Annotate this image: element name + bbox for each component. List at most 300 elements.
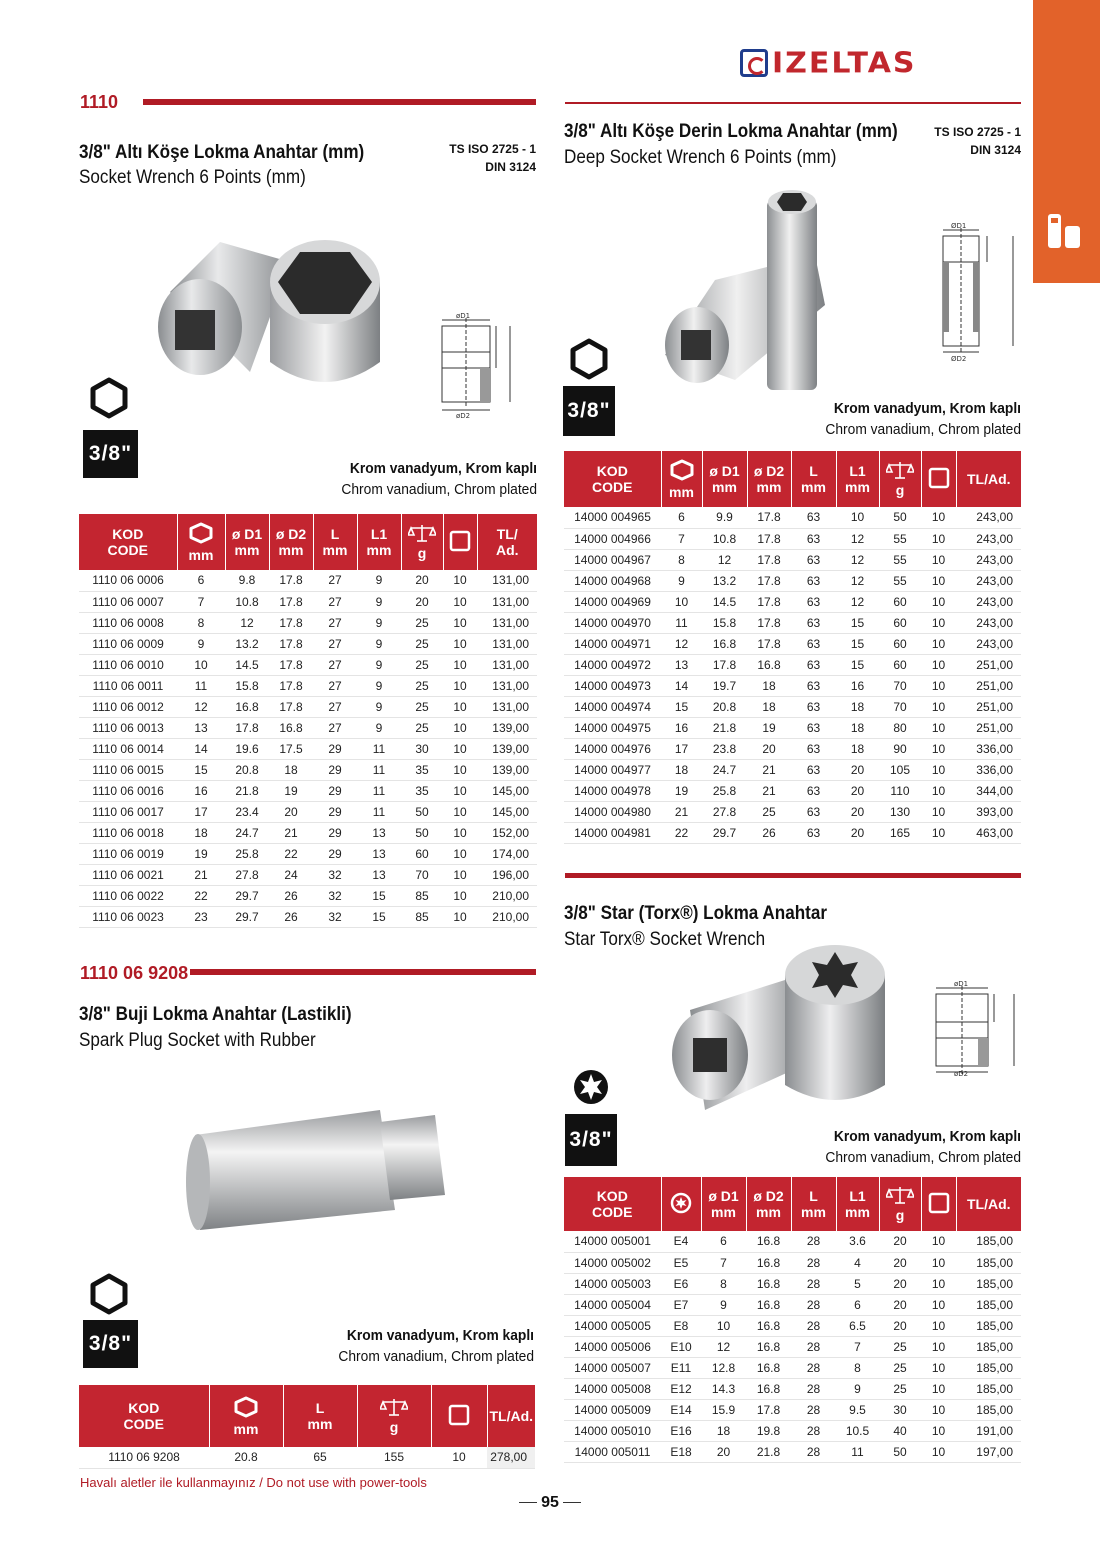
table-cell: 16.8 (746, 1294, 791, 1315)
section-title-tr: 3/8" Altı Köşe Derin Lokma Anahtar (mm) (564, 121, 898, 142)
table-cell: 9 (177, 633, 225, 654)
table-cell: 17.8 (747, 549, 791, 570)
table-cell: 463,00 (956, 822, 1021, 843)
table-cell: 24.7 (225, 822, 269, 843)
table-cell: 17.8 (269, 570, 313, 591)
table-cell: 10 (921, 1441, 956, 1462)
table-cell: 12 (836, 570, 879, 591)
table-header-cell (956, 1177, 1021, 1231)
table-cell: 197,00 (956, 1441, 1021, 1462)
table-cell: 14000 004975 (564, 717, 661, 738)
table-cell: 35 (401, 759, 443, 780)
table-cell: 10 (921, 1378, 956, 1399)
table-cell: 18 (177, 822, 225, 843)
table-cell: 9.9 (702, 507, 747, 528)
table-cell: 393,00 (956, 801, 1021, 822)
svg-text:øD1: øD1 (954, 980, 969, 988)
table-cell: 131,00 (477, 591, 537, 612)
col-header-weight: g (402, 524, 443, 561)
table-cell: 50 (401, 822, 443, 843)
table-row (564, 1420, 1021, 1441)
table-cell: 25 (401, 612, 443, 633)
material-note (799, 1126, 1021, 1168)
table-cell: 145,00 (477, 801, 537, 822)
material-en: Chrom vanadium, Chrom plated (825, 1149, 1021, 1166)
table-cell: 63 (791, 780, 836, 801)
material-en: Chrom vanadium, Chrom plated (825, 421, 1021, 438)
table-cell: 10 (921, 1336, 956, 1357)
table-cell: 11 (357, 759, 401, 780)
table-cell: 14.5 (702, 591, 747, 612)
table-cell: 9 (357, 654, 401, 675)
table-cell: 14000 004976 (564, 738, 661, 759)
table-cell: 15 (836, 654, 879, 675)
table-cell: 14000 005008 (564, 1378, 661, 1399)
table-row (79, 780, 537, 801)
table-cell: 14000 005007 (564, 1357, 661, 1378)
table-cell: 185,00 (956, 1378, 1021, 1399)
table-cell: 10 (921, 570, 956, 591)
torx-icon (669, 1191, 693, 1215)
table-cell: 10 (921, 1357, 956, 1378)
table-cell: E10 (661, 1336, 701, 1357)
table-cell: E6 (661, 1273, 701, 1294)
table-cell: 6 (701, 1231, 746, 1252)
table-cell: 131,00 (477, 675, 537, 696)
table-cell: 14000 004978 (564, 780, 661, 801)
table-cell: 25 (401, 654, 443, 675)
col-header-quantity (922, 467, 956, 492)
table-cell: 10 (443, 801, 477, 822)
table-cell: 25 (879, 1336, 921, 1357)
col-header: ø D1 mm (708, 1188, 739, 1220)
col-header: ø D2 mm (753, 463, 785, 495)
table-cell: 30 (401, 738, 443, 759)
table-cell: 1110 06 0013 (79, 717, 177, 738)
table-cell: 27 (313, 675, 357, 696)
table-cell: 14000 005003 (564, 1273, 661, 1294)
table-cell: E12 (661, 1378, 701, 1399)
table-row (564, 612, 1021, 633)
table-cell: 19 (661, 780, 702, 801)
table-cell: 185,00 (956, 1252, 1021, 1273)
table-cell: 1110 06 0017 (79, 801, 177, 822)
section-title-tr: 3/8" Altı Köşe Lokma Anahtar (mm) (79, 142, 365, 163)
table-cell: 155 (357, 1447, 431, 1468)
table-cell: 10 (921, 1231, 956, 1252)
section-divider (143, 99, 536, 105)
table-cell: 10 (443, 885, 477, 906)
table-cell: 70 (879, 675, 921, 696)
table-cell: 15.8 (225, 675, 269, 696)
table-row (564, 696, 1021, 717)
table-cell: 16.8 (747, 654, 791, 675)
table-cell: 10 (921, 759, 956, 780)
table-header-cell (921, 1177, 956, 1231)
weight-scale-icon (380, 1398, 408, 1416)
table-cell: 32 (313, 864, 357, 885)
table-cell: 63 (791, 549, 836, 570)
table-row (564, 759, 1021, 780)
table-cell: 29.7 (225, 885, 269, 906)
table-cell: 12 (177, 696, 225, 717)
table-cell: 25 (879, 1378, 921, 1399)
table-cell: 18 (836, 738, 879, 759)
table-cell: 10 (443, 717, 477, 738)
weight-scale-icon (886, 461, 914, 479)
socket-category-icon (1045, 210, 1085, 252)
col-header-size: mm (662, 459, 702, 500)
section-code: 1110 (80, 92, 119, 112)
table-cell: 13 (177, 717, 225, 738)
table-cell: 25 (401, 675, 443, 696)
table-header-cell (791, 1177, 836, 1231)
table-cell: 17 (661, 738, 702, 759)
weight-scale-icon (408, 524, 436, 542)
table-cell: 10 (443, 591, 477, 612)
table-cell: 10 (431, 1447, 487, 1468)
table-cell: 23.8 (702, 738, 747, 759)
col-header-torx (662, 1191, 701, 1218)
table-cell: 243,00 (956, 591, 1021, 612)
table-header-cell (401, 514, 443, 570)
table-cell: 14 (177, 738, 225, 759)
table-cell: 15.8 (702, 612, 747, 633)
material-tr: Krom vanadyum, Krom kaplı (349, 460, 537, 477)
table-cell: 10 (177, 654, 225, 675)
svg-text:ØD1: ØD1 (951, 222, 967, 230)
table-cell: 28 (791, 1441, 836, 1462)
table-cell: 243,00 (956, 612, 1021, 633)
table-cell: 185,00 (956, 1315, 1021, 1336)
table-header-cell (487, 1385, 535, 1447)
table-cell: 19 (177, 843, 225, 864)
col-header: TL/Ad. (966, 1196, 1011, 1212)
table-cell: 26 (747, 822, 791, 843)
table-cell: 251,00 (956, 654, 1021, 675)
table-cell: 1110 06 0008 (79, 612, 177, 633)
table-cell: 27 (313, 654, 357, 675)
category-tab (1033, 0, 1100, 283)
torx-icon (570, 1066, 612, 1108)
table-cell: 63 (791, 759, 836, 780)
table-cell: 185,00 (956, 1231, 1021, 1252)
col-header: TL/Ad. (489, 1408, 534, 1424)
table-cell: 10 (921, 1252, 956, 1273)
table-cell: 10 (921, 633, 956, 654)
table-cell: 27 (313, 717, 357, 738)
table-cell: 10 (921, 675, 956, 696)
material-note (319, 1325, 534, 1367)
deep-socket-photo (655, 185, 840, 400)
table-cell: 14000 004966 (564, 528, 661, 549)
table-cell: 11 (661, 612, 702, 633)
table-cell: 9 (357, 696, 401, 717)
table-cell: 12 (702, 549, 747, 570)
brand-name: IZELTAS (772, 46, 917, 80)
table-cell: 17.8 (269, 633, 313, 654)
table-cell: 16 (177, 780, 225, 801)
table-cell: 60 (879, 612, 921, 633)
table-cell: 29 (313, 822, 357, 843)
table-header-cell (661, 451, 702, 507)
table-cell: 14000 004980 (564, 801, 661, 822)
table-cell: 29.7 (702, 822, 747, 843)
table-cell: 29 (313, 738, 357, 759)
table-cell: 1110 06 0009 (79, 633, 177, 654)
brand-logo (740, 46, 1012, 80)
table-header-cell (702, 451, 747, 507)
col-header: L mm (801, 463, 826, 495)
table-cell: 70 (401, 864, 443, 885)
table-cell: 10 (443, 675, 477, 696)
table-cell: 5 (836, 1273, 879, 1294)
svg-text:øD2: øD2 (456, 412, 471, 420)
material-tr: Krom vanadyum, Krom kaplı (346, 1327, 534, 1344)
table-cell: 145,00 (477, 780, 537, 801)
table-cell: 8 (177, 612, 225, 633)
table-cell: 25 (747, 801, 791, 822)
col-header-code: KOD CODE (592, 1188, 633, 1220)
brand-mark-icon (740, 49, 768, 77)
table-cell: 18 (836, 696, 879, 717)
table-cell: 8 (661, 549, 702, 570)
table-cell: 243,00 (956, 570, 1021, 591)
table-cell: 19.8 (746, 1420, 791, 1441)
table-cell: 139,00 (477, 717, 537, 738)
table-cell: 10.5 (836, 1420, 879, 1441)
table-cell: 14000 004971 (564, 633, 661, 654)
table-cell: 16.8 (746, 1357, 791, 1378)
size-badge: 3/8" (83, 430, 138, 478)
table-cell: 19 (269, 780, 313, 801)
table-cell: 14000 004965 (564, 507, 661, 528)
table-cell: 20 (836, 822, 879, 843)
table-header-cell (79, 514, 177, 570)
table-cell: 11 (836, 1441, 879, 1462)
table-cell: 11 (357, 738, 401, 759)
table-cell: 16.8 (746, 1378, 791, 1399)
table-cell: 16.8 (746, 1315, 791, 1336)
table-cell: 21 (177, 864, 225, 885)
table-cell: 55 (879, 549, 921, 570)
col-header: L1 mm (845, 1188, 870, 1220)
table-cell: 7 (701, 1252, 746, 1273)
hex-icon (233, 1396, 259, 1418)
table-cell: 50 (401, 801, 443, 822)
table-row (79, 738, 537, 759)
table-cell: 185,00 (956, 1399, 1021, 1420)
table-cell: 1110 06 0007 (79, 591, 177, 612)
table-header-cell (956, 451, 1021, 507)
table-cell: 27.8 (702, 801, 747, 822)
table-cell: 10 (443, 633, 477, 654)
table-header-cell (746, 1177, 791, 1231)
table-cell: 19 (747, 717, 791, 738)
table-cell: 251,00 (956, 717, 1021, 738)
table-cell: 10 (701, 1315, 746, 1336)
table-cell: 14000 004981 (564, 822, 661, 843)
table-cell: 9 (357, 717, 401, 738)
table-cell: 63 (791, 591, 836, 612)
material-note (319, 458, 537, 500)
standard-din: DIN 3124 (485, 160, 536, 174)
table-cell: 28 (791, 1252, 836, 1273)
table-cell: 130 (879, 801, 921, 822)
table-cell: 19.6 (225, 738, 269, 759)
table-cell: 80 (879, 717, 921, 738)
table-cell: 1110 06 0022 (79, 885, 177, 906)
table-cell: 6 (177, 570, 225, 591)
table-cell: 10 (921, 780, 956, 801)
col-header: L1 mm (845, 463, 870, 495)
table-cell: 32 (313, 906, 357, 927)
table-cell: 14.3 (701, 1378, 746, 1399)
table-cell: 1110 06 0010 (79, 654, 177, 675)
table-cell: 16.8 (269, 717, 313, 738)
size-badge: 3/8" (565, 1114, 617, 1166)
section-divider (565, 102, 1021, 104)
table-cell: 139,00 (477, 759, 537, 780)
table-cell: 243,00 (956, 549, 1021, 570)
table-cell: 14000 005001 (564, 1231, 661, 1252)
table-row (564, 780, 1021, 801)
table-cell: E4 (661, 1231, 701, 1252)
table-cell: 17.8 (269, 591, 313, 612)
table-cell: 15 (836, 633, 879, 654)
table-cell: 251,00 (956, 675, 1021, 696)
table-cell: 10 (921, 738, 956, 759)
col-header-weight: g (880, 1186, 921, 1223)
table-cell: 336,00 (956, 738, 1021, 759)
table-cell: 17.8 (747, 633, 791, 654)
table-cell: 13 (357, 864, 401, 885)
table-row (564, 822, 1021, 843)
table-cell: 10 (921, 822, 956, 843)
col-header: ø D1 mm (709, 463, 740, 495)
table-cell: 278,00 (487, 1447, 535, 1468)
table-cell: 9.8 (225, 570, 269, 591)
table-cell: 10 (443, 780, 477, 801)
table-cell: 17.8 (269, 696, 313, 717)
col-header: L1 mm (366, 526, 392, 558)
table-cell: 196,00 (477, 864, 537, 885)
table-row (79, 759, 537, 780)
table-cell: 10 (443, 612, 477, 633)
table-row (564, 1399, 1021, 1420)
table-cell: 17.8 (269, 654, 313, 675)
table-cell: 1110 06 0011 (79, 675, 177, 696)
table-cell: 344,00 (956, 780, 1021, 801)
table-row (79, 801, 537, 822)
table-header-cell (836, 451, 879, 507)
table-cell: 12 (661, 633, 702, 654)
table-cell: E18 (661, 1441, 701, 1462)
table-cell: 10 (443, 864, 477, 885)
table-cell: 10 (921, 612, 956, 633)
table-cell: 50 (879, 1441, 921, 1462)
col-header: ø D2 mm (753, 1188, 784, 1220)
table-cell: 4 (836, 1252, 879, 1273)
table-cell: 18 (661, 759, 702, 780)
table-cell: 17.5 (269, 738, 313, 759)
table-cell: 26 (269, 885, 313, 906)
section-divider (565, 873, 1021, 878)
socket-photo (150, 222, 395, 407)
table-row (79, 1447, 535, 1468)
table-cell: 20.8 (209, 1447, 283, 1468)
table-cell: 14.5 (225, 654, 269, 675)
table-cell: 20 (879, 1252, 921, 1273)
table-cell: 9 (357, 633, 401, 654)
table-cell: 110 (879, 780, 921, 801)
table-row (79, 885, 537, 906)
material-tr: Krom vanadyum, Krom kaplı (833, 400, 1021, 417)
section-title-en: Deep Socket Wrench 6 Points (mm) (564, 147, 837, 168)
table-cell: 8 (836, 1357, 879, 1378)
table-cell: 21 (747, 780, 791, 801)
table-header-cell (564, 451, 661, 507)
table-cell: 9.5 (836, 1399, 879, 1420)
table-cell: 15.9 (701, 1399, 746, 1420)
table-header-cell (921, 451, 956, 507)
table-header-cell (879, 1177, 921, 1231)
hex-socket-icon (568, 338, 610, 380)
table-cell: 243,00 (956, 507, 1021, 528)
table-cell: 12 (836, 528, 879, 549)
table-cell: 7 (836, 1336, 879, 1357)
table-cell: 1110 06 0023 (79, 906, 177, 927)
table-cell: 15 (357, 906, 401, 927)
table-cell: 14000 005010 (564, 1420, 661, 1441)
table-cell: 10 (443, 570, 477, 591)
table-cell: E11 (661, 1357, 701, 1378)
table-row (79, 906, 537, 927)
table-header-cell (225, 514, 269, 570)
table-cell: 9 (357, 675, 401, 696)
table-cell: 28 (791, 1273, 836, 1294)
table-cell: 20 (879, 1231, 921, 1252)
table-cell: 10 (443, 654, 477, 675)
table-cell: 14 (661, 675, 702, 696)
table-cell: 20 (401, 570, 443, 591)
table-header-cell (177, 514, 225, 570)
table-cell: 17.8 (225, 717, 269, 738)
table-cell: 251,00 (956, 696, 1021, 717)
table-cell: 14000 005005 (564, 1315, 661, 1336)
table-cell: 22 (269, 843, 313, 864)
table-row (79, 864, 537, 885)
table-cell: 1110 06 0019 (79, 843, 177, 864)
table-header-cell (79, 1385, 209, 1447)
table-cell: 174,00 (477, 843, 537, 864)
table-cell: 63 (791, 717, 836, 738)
svg-text:ØD2: ØD2 (951, 355, 967, 362)
section-title-en: Socket Wrench 6 Points (mm) (79, 167, 306, 188)
table-cell: 70 (879, 696, 921, 717)
size-badge: 3/8" (563, 386, 615, 436)
table-cell: 10 (921, 1294, 956, 1315)
table-row (564, 1441, 1021, 1462)
table-header-cell (747, 451, 791, 507)
table-cell: E5 (661, 1252, 701, 1273)
table-cell: 1110 06 0012 (79, 696, 177, 717)
table-row (564, 1231, 1021, 1252)
table-row (79, 822, 537, 843)
table-cell: 55 (879, 570, 921, 591)
product-table (79, 514, 537, 928)
table-cell: 12 (836, 591, 879, 612)
